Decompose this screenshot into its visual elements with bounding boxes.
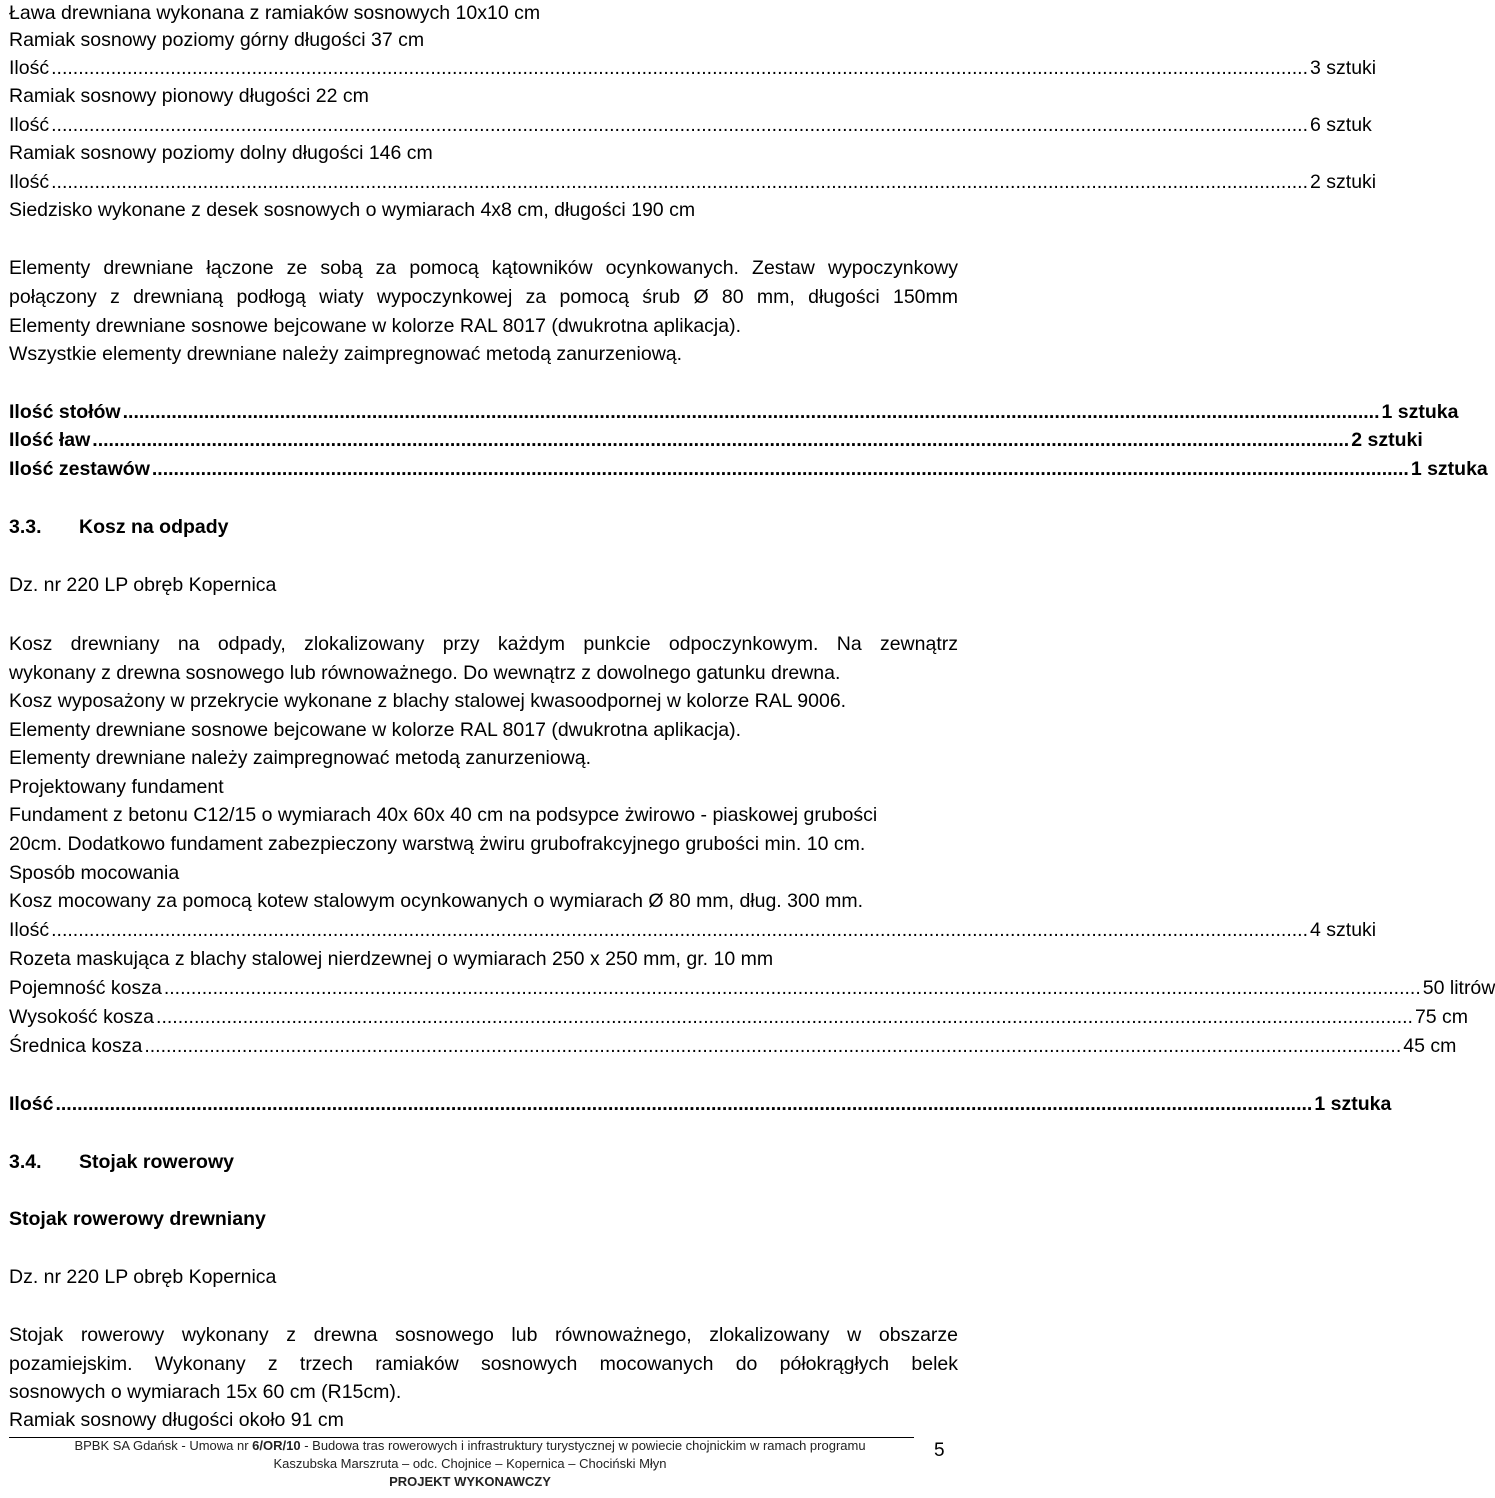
page-footer: [40, 1437, 900, 1491]
paragraph-line: Stojak rowerowy wykonany z drewna sosnowego lub równoważnego, zlokalizowany w obszarze: [9, 1324, 958, 1346]
paragraph-line: Kosz mocowany za pomocą kotew stalowym ocynkowanych o wymiarach Ø 80 mm, dług. 300 mm.: [9, 890, 864, 912]
paragraph-line: Elementy drewniane sosnowe bejcowane w kolorze RAL 8017 (dwukrotna aplikacja).: [9, 315, 742, 337]
quantity-label: Średnica kosza: [9, 1035, 143, 1057]
quantity-line: [9, 398, 1459, 426]
text-line: Ramiak sosnowy poziomy górny długości 37 cm: [9, 29, 425, 51]
section-heading: [9, 1148, 958, 1176]
quantity-label: Ilość ław: [9, 429, 91, 451]
leader-dots: ........................................................................................................................................................................................................................................: [151, 458, 1409, 480]
quantity-value: 50 litrów: [1422, 977, 1495, 999]
text-line: Ramiak sosnowy poziomy dolny długości 146 cm: [9, 142, 433, 164]
quantity-line: [9, 455, 1488, 483]
quantity-label: Pojemność kosza: [9, 977, 162, 999]
quantity-line: [9, 168, 1377, 196]
leader-dots: ........................................................................................................................................................................................................................................: [55, 1093, 1313, 1115]
paragraph-line: 20cm. Dodatkowo fundament zabezpieczony warstwą żwiru grubofrakcyjnego grubości min. 10 cm.: [9, 833, 866, 855]
paragraph-line: pozamiejskim. Wykonany z trzech ramiaków sosnowych mocowanych do półokrągłych belek: [9, 1353, 958, 1375]
leader-dots: ........................................................................................................................................................................................................................................: [51, 57, 1309, 79]
quantity-value: 2 sztuki: [1351, 429, 1423, 451]
quantity-value: 1 sztuka: [1410, 458, 1488, 480]
quantity-line: [9, 974, 1495, 1002]
quantity-line: [9, 426, 1423, 454]
leader-dots: ........................................................................................................................................................................................................................................: [51, 114, 1309, 136]
quantity-label: Ilość: [9, 919, 50, 941]
leader-dots: ........................................................................................................................................................................................................................................: [163, 977, 1421, 999]
footer-text: BPBK SA Gdańsk - Umowa nr: [74, 1438, 253, 1453]
section-title: Stojak rowerowy: [79, 1151, 234, 1173]
paragraph-line: Fundament z betonu C12/15 o wymiarach 40x 60x 40 cm na podsypce żwirowo - piaskowej grubości: [9, 804, 878, 826]
paragraph-line: wykonany z drewna sosnowego lub równoważnego. Do wewnątrz z dowolnego gatunku drewna.: [9, 662, 841, 684]
quantity-line: [9, 916, 1377, 944]
paragraph-line: połączony z drewnianą podłogą wiaty wypoczynkowej za pomocą śrub Ø 80 mm, długości 150mm: [9, 286, 958, 308]
paragraph-line: Ramiak sosnowy długości około 91 cm: [9, 1409, 344, 1431]
parcel-reference: Dz. nr 220 LP obręb Kopernica: [9, 1266, 277, 1288]
footer-text: - Budowa tras rowerowych i infrastruktury turystycznej w powiecie chojnickim w ramach programu: [300, 1438, 866, 1453]
paragraph-line: Elementy drewniane łączone ze sobą za pomocą kątowników ocynkowanych. Zestaw wypoczynkowy: [9, 257, 958, 279]
leader-dots: ........................................................................................................................................................................................................................................: [92, 429, 1350, 451]
leader-dots: ........................................................................................................................................................................................................................................: [51, 171, 1309, 193]
quantity-label: Ilość: [9, 114, 50, 136]
paragraph-line: Projektowany fundament: [9, 776, 224, 798]
footer-line: Kaszubska Marszruta – odc. Chojnice – Kopernica – Chociński Młyn: [273, 1456, 667, 1471]
paragraph-line: Elementy drewniane należy zaimpregnować metodą zanurzeniową.: [9, 747, 592, 769]
leader-dots: ........................................................................................................................................................................................................................................: [122, 401, 1380, 423]
page-number: 5: [934, 1440, 945, 1461]
quantity-line: [9, 1090, 1392, 1118]
parcel-reference: Dz. nr 220 LP obręb Kopernica: [9, 574, 277, 596]
quantity-line: [9, 111, 1372, 139]
paragraph-line: Wszystkie elementy drewniane należy zaimpregnować metodą zanurzeniową.: [9, 343, 683, 365]
text-line: Siedzisko wykonane z desek sosnowych o wymiarach 4x8 cm, długości 190 cm: [9, 199, 696, 221]
paragraph-line: sosnowych o wymiarach 15x 60 cm (R15cm).: [9, 1381, 402, 1403]
quantity-value: 1 sztuka: [1314, 1093, 1392, 1115]
section-heading: [9, 513, 958, 541]
quantity-label: Ilość: [9, 57, 50, 79]
section-title: Kosz na odpady: [79, 516, 229, 538]
quantity-label: Ilość: [9, 171, 50, 193]
quantity-value: 2 sztuki: [1310, 171, 1377, 193]
text-line: Ramiak sosnowy pionowy długości 22 cm: [9, 85, 369, 107]
paragraph-line: Kosz wyposażony w przekrycie wykonane z blachy stalowej kwasoodpornej w kolorze RAL 9006.: [9, 690, 847, 712]
quantity-label: Ilość stołów: [9, 401, 121, 423]
section-number: 3.3.: [9, 516, 42, 538]
quantity-value: 75 cm: [1414, 1006, 1469, 1028]
paragraph-line: Rozeta maskująca z blachy stalowej nierdzewnej o wymiarach 250 x 250 mm, gr. 10 mm: [9, 948, 774, 970]
paragraph-line: Kosz drewniany na odpady, zlokalizowany przy każdym punkcie odpoczynkowym. Na zewnątrz: [9, 633, 958, 655]
paragraph-line: Elementy drewniane sosnowe bejcowane w kolorze RAL 8017 (dwukrotna aplikacja).: [9, 719, 742, 741]
subsection-heading: Stojak rowerowy drewniany: [9, 1208, 266, 1230]
quantity-line: [9, 1003, 1469, 1031]
quantity-label: Ilość zestawów: [9, 458, 150, 480]
paragraph-line: Sposób mocowania: [9, 862, 180, 884]
text-line: Ława drewniana wykonana z ramiaków sosnowych 10x10 cm: [9, 2, 541, 24]
contract-number: 6/OR/10: [252, 1438, 301, 1453]
quantity-line: [9, 54, 1377, 82]
quantity-value: 6 sztuk: [1310, 114, 1372, 136]
leader-dots: ........................................................................................................................................................................................................................................: [51, 919, 1309, 941]
quantity-value: 4 sztuki: [1310, 919, 1377, 941]
footer-project-type: PROJEKT WYKONAWCZY: [389, 1474, 551, 1489]
section-number: 3.4.: [9, 1151, 42, 1173]
quantity-label: Ilość: [9, 1093, 54, 1115]
footer-line: [40, 1437, 900, 1455]
quantity-value: 45 cm: [1403, 1035, 1457, 1057]
quantity-value: 1 sztuka: [1381, 401, 1459, 423]
leader-dots: ........................................................................................................................................................................................................................................: [156, 1006, 1413, 1028]
quantity-value: 3 sztuki: [1310, 57, 1377, 79]
leader-dots: ........................................................................................................................................................................................................................................: [144, 1035, 1402, 1057]
quantity-label: Wysokość kosza: [9, 1006, 155, 1028]
quantity-line: [9, 1032, 1457, 1060]
